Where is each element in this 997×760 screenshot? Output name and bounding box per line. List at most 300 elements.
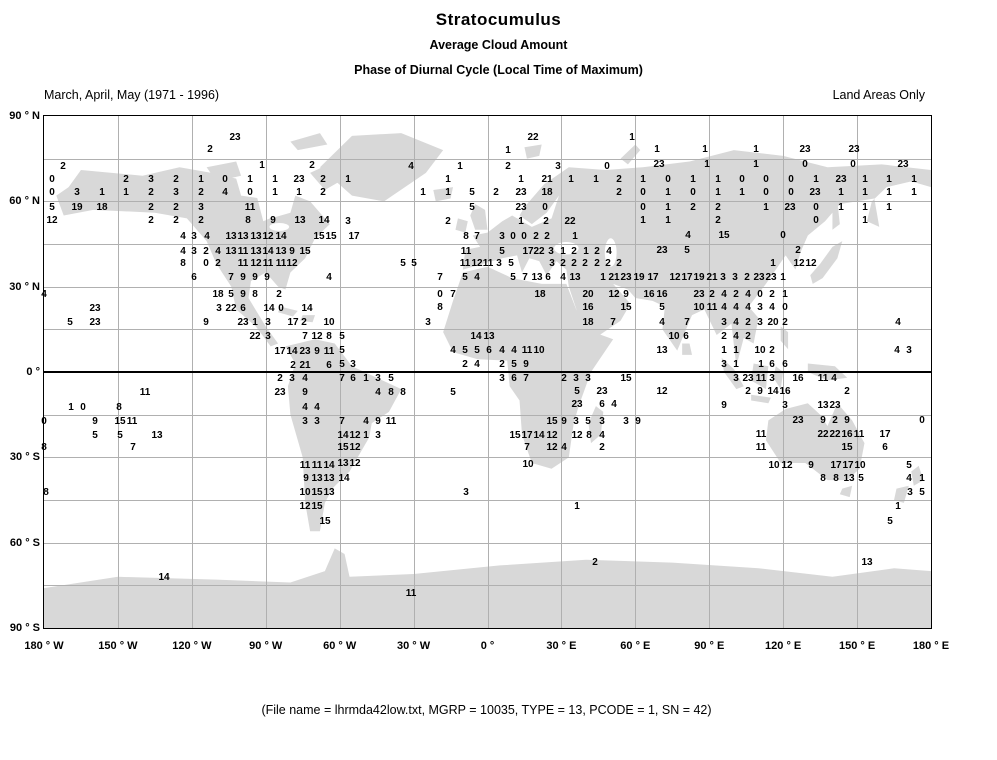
grid-value-label: 17 — [522, 246, 534, 257]
grid-value-label: 21 — [608, 272, 620, 283]
grid-value-label: 18 — [582, 317, 594, 328]
grid-value-label: 2 — [844, 386, 850, 397]
parallel-gridline — [44, 585, 931, 586]
grid-value-label: 9 — [92, 416, 98, 427]
grid-value-label: 2 — [462, 359, 468, 370]
lon-tick-label: 60 ° W — [323, 640, 357, 652]
grid-value-label: 13 — [861, 557, 873, 568]
grid-value-label: 23 — [299, 346, 311, 357]
grid-value-label: 5 — [508, 258, 514, 269]
grid-value-label: 1 — [445, 187, 451, 198]
lon-tick-label: 150 ° W — [98, 640, 138, 652]
grid-value-label: 22 — [225, 303, 237, 314]
grid-value-label: 2 — [173, 202, 179, 213]
world-map-plot — [41, 116, 931, 628]
grid-value-label: 2 — [493, 187, 499, 198]
grid-value-label: 15 — [313, 231, 325, 242]
grid-value-label: 2 — [715, 215, 721, 226]
grid-value-label: 23 — [656, 245, 668, 256]
grid-value-label: 10 — [533, 345, 545, 356]
lat-tick-label: 90 ° N — [9, 110, 40, 122]
grid-value-label: 13 — [237, 231, 249, 242]
grid-value-label: 8 — [116, 402, 122, 413]
grid-value-label: 1 — [702, 144, 708, 155]
grid-value-label: 8 — [463, 231, 469, 242]
grid-value-label: 6 — [191, 272, 197, 283]
grid-value-label: 11 — [237, 258, 249, 269]
grid-value-label: 3 — [573, 373, 579, 384]
grid-value-label: 4 — [41, 289, 47, 300]
grid-value-label: 1 — [838, 187, 844, 198]
grid-value-label: 4 — [721, 289, 727, 300]
grid-value-label: 10 — [693, 302, 705, 313]
grid-value-label: 1 — [895, 501, 901, 512]
grid-value-label: 7 — [339, 416, 345, 427]
grid-value-label: 4 — [474, 272, 480, 283]
grid-value-label: 2 — [203, 246, 209, 257]
grid-value-label: 17 — [830, 460, 842, 471]
grid-value-label: 1 — [753, 159, 759, 170]
grid-value-label: 4 — [895, 317, 901, 328]
lat-tick-label: 60 ° S — [9, 536, 40, 549]
grid-value-label: 1 — [363, 430, 369, 441]
coverage-label: Land Areas Only — [832, 88, 925, 102]
grid-value-label: 2 — [605, 258, 611, 269]
grid-value-label: 0 — [780, 230, 786, 241]
grid-value-label: 11 — [311, 460, 323, 471]
grid-value-label: 3 — [548, 246, 554, 257]
grid-value-label: 1 — [886, 187, 892, 198]
grid-value-label: 3 — [345, 216, 351, 227]
grid-value-label: 11 — [521, 345, 533, 356]
grid-value-label: 18 — [541, 187, 553, 198]
grid-value-label: 5 — [511, 359, 517, 370]
grid-value-label: 1 — [733, 359, 739, 370]
grid-value-label: 5 — [659, 302, 665, 313]
grid-value-label: 2 — [276, 289, 282, 300]
parallel-gridline — [44, 543, 931, 544]
grid-value-label: 2 — [173, 215, 179, 226]
grid-value-label: 3 — [496, 258, 502, 269]
grid-value-label: 3 — [782, 400, 788, 411]
grid-value-label: 2 — [721, 331, 727, 342]
grid-value-label: 1 — [862, 215, 868, 226]
grid-value-label: 9 — [757, 386, 763, 397]
grid-value-label: 8 — [586, 430, 592, 441]
lat-tick-label: 90 ° S — [9, 622, 40, 634]
grid-value-label: 0 — [49, 174, 55, 185]
grid-value-label: 22 — [249, 331, 261, 342]
grid-value-label: 8 — [43, 487, 49, 498]
grid-value-label: 1 — [862, 187, 868, 198]
grid-value-label: 3 — [425, 317, 431, 328]
grid-value-label: 10 — [668, 331, 680, 342]
grid-value-label: 1 — [758, 359, 764, 370]
grid-value-label: 13 — [656, 345, 668, 356]
grid-value-label: 23 — [653, 159, 665, 170]
grid-value-label: 15 — [114, 416, 126, 427]
grid-value-label: 11 — [323, 346, 335, 357]
grid-value-label: 3 — [906, 345, 912, 356]
grid-value-label: 13 — [569, 272, 581, 283]
grid-value-label: 5 — [574, 386, 580, 397]
grid-value-label: 23 — [229, 132, 241, 143]
grid-value-label: 13 — [531, 272, 543, 283]
grid-value-label: 14 — [533, 430, 545, 441]
grid-value-label: 5 — [339, 359, 345, 370]
grid-value-label: 1 — [911, 187, 917, 198]
grid-value-label: 0 — [247, 187, 253, 198]
grid-value-label: 23 — [809, 187, 821, 198]
grid-value-label: 2 — [832, 415, 838, 426]
grid-value-label: 4 — [733, 317, 739, 328]
grid-value-label: 11 — [755, 442, 767, 453]
lon-tick-label: 0 ° — [480, 640, 495, 652]
grid-value-label: 1 — [838, 202, 844, 213]
parallel-gridline — [44, 287, 931, 288]
lon-tick-label: 120 ° E — [765, 640, 802, 652]
grid-value-label: 1 — [665, 215, 671, 226]
grid-value-label: 7 — [522, 272, 528, 283]
grid-value-label: 23 — [571, 399, 583, 410]
page-title: Stratocumulus — [435, 10, 562, 29]
grid-value-label: 2 — [148, 187, 154, 198]
grid-value-label: 1 — [862, 174, 868, 185]
grid-value-label: 12 — [250, 258, 262, 269]
grid-value-label: 4 — [302, 402, 308, 413]
grid-value-label: 5 — [510, 272, 516, 283]
grid-value-label: 4 — [745, 302, 751, 313]
lon-tick-label: 150 ° E — [838, 640, 876, 652]
grid-value-label: 5 — [339, 331, 345, 342]
grid-value-label: 1 — [560, 246, 566, 257]
grid-value-label: 12 — [781, 460, 793, 471]
grid-value-label: 12 — [546, 430, 558, 441]
grid-value-label: 0 — [640, 187, 646, 198]
grid-value-label: 3 — [757, 317, 763, 328]
grid-value-label: 4 — [511, 345, 517, 356]
grid-value-label: 22 — [829, 429, 841, 440]
grid-value-label: 5 — [67, 317, 73, 328]
grid-value-label: 0 — [763, 174, 769, 185]
grid-value-label: 1 — [272, 174, 278, 185]
grid-value-label: 15 — [337, 442, 349, 453]
grid-value-label: 8 — [252, 289, 258, 300]
grid-value-label: 19 — [71, 202, 83, 213]
grid-value-label: 4 — [215, 246, 221, 257]
grid-value-label: 1 — [886, 174, 892, 185]
grid-value-label: 0 — [739, 174, 745, 185]
grid-value-label: 11 — [755, 429, 767, 440]
grid-value-label: 11 — [237, 246, 249, 257]
lon-tick-label: 30 ° W — [397, 640, 431, 652]
grid-value-label: 12 — [669, 272, 681, 283]
grid-value-label: 5 — [469, 187, 475, 198]
grid-value-label: 9 — [375, 416, 381, 427]
grid-value-label: 17 — [681, 272, 693, 283]
grid-value-label: 4 — [180, 246, 186, 257]
grid-value-label: 1 — [704, 159, 710, 170]
grid-value-label: 0 — [203, 258, 209, 269]
grid-value-label: 15 — [718, 230, 730, 241]
grid-value-label: 20 — [767, 317, 779, 328]
grid-value-label: 5 — [117, 430, 123, 441]
grid-value-label: 0 — [665, 174, 671, 185]
lon-tick-label: 90 ° E — [694, 640, 725, 652]
grid-value-label: 2 — [301, 317, 307, 328]
grid-value-label: 5 — [228, 289, 234, 300]
grid-value-label: 8 — [245, 215, 251, 226]
grid-value-label: 9 — [252, 272, 258, 283]
grid-value-label: 9 — [721, 400, 727, 411]
grid-value-label: 1 — [919, 473, 925, 484]
grid-value-label: 1 — [862, 202, 868, 213]
grid-value-label: 4 — [450, 345, 456, 356]
grid-value-label: 1 — [782, 289, 788, 300]
grid-value-label: 11 — [482, 258, 494, 269]
grid-value-label: 4 — [611, 399, 617, 410]
grid-value-label: 6 — [326, 360, 332, 371]
grid-value-label: 3 — [289, 373, 295, 384]
grid-value-label: 5 — [858, 473, 864, 484]
grid-value-label: 2 — [571, 258, 577, 269]
grid-value-label: 6 — [350, 373, 356, 384]
grid-value-label: 11 — [139, 387, 151, 398]
grid-value-label: 12 — [546, 442, 558, 453]
grid-value-label: 0 — [813, 215, 819, 226]
grid-value-label: 12 — [299, 501, 311, 512]
grid-value-label: 0 — [802, 159, 808, 170]
grid-value-label: 15 — [841, 442, 853, 453]
grid-value-label: 14 — [323, 460, 335, 471]
grid-value-label: 2 — [709, 289, 715, 300]
grid-value-label: 0 — [278, 303, 284, 314]
grid-value-label: 10 — [754, 345, 766, 356]
grid-value-label: 4 — [363, 416, 369, 427]
grid-value-label: 9 — [820, 415, 826, 426]
lon-tick-label: 180 ° W — [24, 640, 64, 652]
grid-value-label: 21 — [706, 272, 718, 283]
grid-value-label: 3 — [198, 202, 204, 213]
grid-value-label: 6 — [683, 331, 689, 342]
grid-value-label: 1 — [123, 187, 129, 198]
grid-value-label: 2 — [445, 216, 451, 227]
grid-value-label: 8 — [41, 442, 47, 453]
grid-value-label: 1 — [345, 174, 351, 185]
grid-value-label: 3 — [733, 373, 739, 384]
grid-value-label: 11 — [405, 588, 417, 599]
grid-value-label: 11 — [853, 429, 865, 440]
lat-tick-label: 30 ° S — [9, 451, 40, 464]
grid-value-label: 1 — [629, 132, 635, 143]
grid-value-label: 20 — [582, 289, 594, 300]
grid-value-label: 7 — [130, 442, 136, 453]
grid-value-label: 1 — [252, 317, 258, 328]
grid-value-label: 11 — [460, 246, 472, 257]
grid-value-label: 9 — [561, 416, 567, 427]
grid-value-label: 1 — [770, 258, 776, 269]
grid-value-label: 14 — [275, 231, 287, 242]
grid-value-label: 2 — [309, 160, 315, 171]
grid-value-label: 2 — [744, 272, 750, 283]
grid-value-label: 10 — [323, 317, 335, 328]
grid-value-label: 9 — [523, 359, 529, 370]
grid-value-label: 7 — [524, 442, 530, 453]
grid-value-label: 8 — [180, 258, 186, 269]
grid-value-label: 2 — [173, 174, 179, 185]
grid-value-label: 13 — [337, 458, 349, 469]
grid-value-label: 1 — [457, 161, 463, 172]
grid-value-label: 10 — [768, 460, 780, 471]
grid-value-label: 23 — [753, 272, 765, 283]
grid-value-label: 6 — [599, 399, 605, 410]
grid-value-label: 15 — [311, 487, 323, 498]
grid-value-label: 3 — [350, 359, 356, 370]
grid-value-label: 2 — [215, 258, 221, 269]
lon-tick-label: 30 ° E — [546, 640, 577, 652]
grid-value-label: 22 — [533, 246, 545, 257]
grid-value-label: 1 — [247, 174, 253, 185]
grid-value-label: 2 — [148, 215, 154, 226]
grid-value-label: 7 — [228, 272, 234, 283]
grid-value-label: 13 — [151, 430, 163, 441]
grid-value-label: 9 — [808, 460, 814, 471]
grid-value-label: 2 — [769, 345, 775, 356]
grid-value-label: 0 — [763, 187, 769, 198]
grid-value-label: 2 — [505, 161, 511, 172]
grid-value-label: 12 — [471, 258, 483, 269]
grid-value-label: 4 — [561, 442, 567, 453]
grid-value-label: 5 — [339, 345, 345, 356]
grid-value-label: 23 — [89, 317, 101, 328]
grid-value-label: 7 — [474, 231, 480, 242]
grid-value-label: 14 — [767, 386, 779, 397]
grid-value-label: 1 — [763, 202, 769, 213]
page-subtitle-2: Phase of Diurnal Cycle (Local Time of Maximum) — [354, 63, 643, 77]
grid-value-label: 3 — [623, 416, 629, 427]
grid-value-label: 1 — [99, 187, 105, 198]
grid-value-label: 2 — [544, 231, 550, 242]
grid-value-label: 5 — [919, 487, 925, 498]
grid-value-label: 9 — [635, 416, 641, 427]
grid-value-label: 11 — [244, 202, 256, 213]
grid-value-label: 23 — [693, 289, 705, 300]
grid-value-label: 2 — [745, 331, 751, 342]
grid-value-label: 2 — [594, 258, 600, 269]
grid-value-label: 6 — [486, 345, 492, 356]
grid-value-label: 4 — [831, 373, 837, 384]
grid-value-label: 9 — [270, 215, 276, 226]
grid-value-label: 19 — [633, 272, 645, 283]
grid-value-label: 11 — [706, 302, 718, 313]
grid-value-label: 2 — [782, 317, 788, 328]
lat-tick-label: 30 ° N — [9, 280, 40, 293]
grid-value-label: 12 — [571, 430, 583, 441]
grid-value-label: 21 — [541, 174, 553, 185]
grid-value-label: 0 — [788, 174, 794, 185]
grid-value-label: 12 — [286, 258, 298, 269]
grid-value-label: 1 — [665, 202, 671, 213]
grid-value-label: 12 — [793, 258, 805, 269]
grid-value-label: 0 — [690, 187, 696, 198]
grid-value-label: 8 — [326, 331, 332, 342]
grid-value-label: 15 — [620, 373, 632, 384]
grid-value-label: 12 — [608, 289, 620, 300]
grid-value-label: 10 — [299, 487, 311, 498]
grid-value-label: 2 — [745, 317, 751, 328]
grid-value-label: 13 — [225, 246, 237, 257]
grid-value-label: 17 — [287, 317, 299, 328]
grid-value-label: 17 — [348, 231, 360, 242]
grid-value-label: 15 — [620, 302, 632, 313]
grid-value-label: 9 — [240, 289, 246, 300]
grid-value-label: 1 — [640, 174, 646, 185]
grid-value-label: 23 — [742, 373, 754, 384]
grid-value-label: 23 — [274, 387, 286, 398]
grid-value-label: 15 — [311, 501, 323, 512]
grid-value-label: 1 — [721, 345, 727, 356]
grid-value-label: 23 — [835, 174, 847, 185]
grid-value-label: 23 — [620, 272, 632, 283]
grid-value-label: 23 — [515, 202, 527, 213]
lat-tick-label: 0 ° — [26, 366, 40, 378]
grid-value-label: 3 — [585, 373, 591, 384]
grid-value-label: 1 — [813, 174, 819, 185]
grid-value-label: 3 — [191, 231, 197, 242]
grid-value-label: 13 — [843, 473, 855, 484]
grid-value-label: 14 — [158, 572, 170, 583]
lon-tick-label: 120 ° W — [172, 640, 212, 652]
grid-value-label: 15 — [325, 231, 337, 242]
grid-value-label: 0 — [542, 202, 548, 213]
grid-value-label: 3 — [599, 416, 605, 427]
grid-value-label: 2 — [592, 557, 598, 568]
grid-value-label: 14 — [338, 473, 350, 484]
grid-value-label: 1 — [572, 231, 578, 242]
grid-value-label: 7 — [610, 317, 616, 328]
grid-value-label: 1 — [420, 187, 426, 198]
grid-value-label: 1 — [198, 174, 204, 185]
grid-value-label: 13 — [250, 246, 262, 257]
grid-value-label: 17 — [879, 429, 891, 440]
grid-value-label: 5 — [469, 202, 475, 213]
grid-value-label: 0 — [510, 231, 516, 242]
grid-value-label: 3 — [721, 359, 727, 370]
grid-value-label: 0 — [437, 289, 443, 300]
grid-value-label: 2 — [533, 231, 539, 242]
grid-value-label: 9 — [240, 272, 246, 283]
grid-value-label: 5 — [462, 272, 468, 283]
grid-value-label: 8 — [400, 387, 406, 398]
grid-value-label: 17 — [521, 430, 533, 441]
grid-value-label: 11 — [262, 258, 274, 269]
grid-value-label: 5 — [474, 345, 480, 356]
grid-value-label: 9 — [314, 346, 320, 357]
grid-value-label: 0 — [49, 187, 55, 198]
grid-value-label: 9 — [203, 317, 209, 328]
grid-value-label: 2 — [320, 187, 326, 198]
lon-tick-label: 90 ° W — [249, 640, 283, 652]
grid-value-label: 14 — [337, 430, 349, 441]
grid-value-label: 2 — [148, 202, 154, 213]
grid-value-label: 9 — [302, 387, 308, 398]
grid-value-label: 4 — [733, 331, 739, 342]
grid-value-label: 4 — [302, 373, 308, 384]
grid-value-label: 23 — [799, 144, 811, 155]
grid-value-label: 2 — [60, 161, 66, 172]
grid-value-label: 11 — [275, 258, 287, 269]
grid-value-label: 2 — [745, 386, 751, 397]
